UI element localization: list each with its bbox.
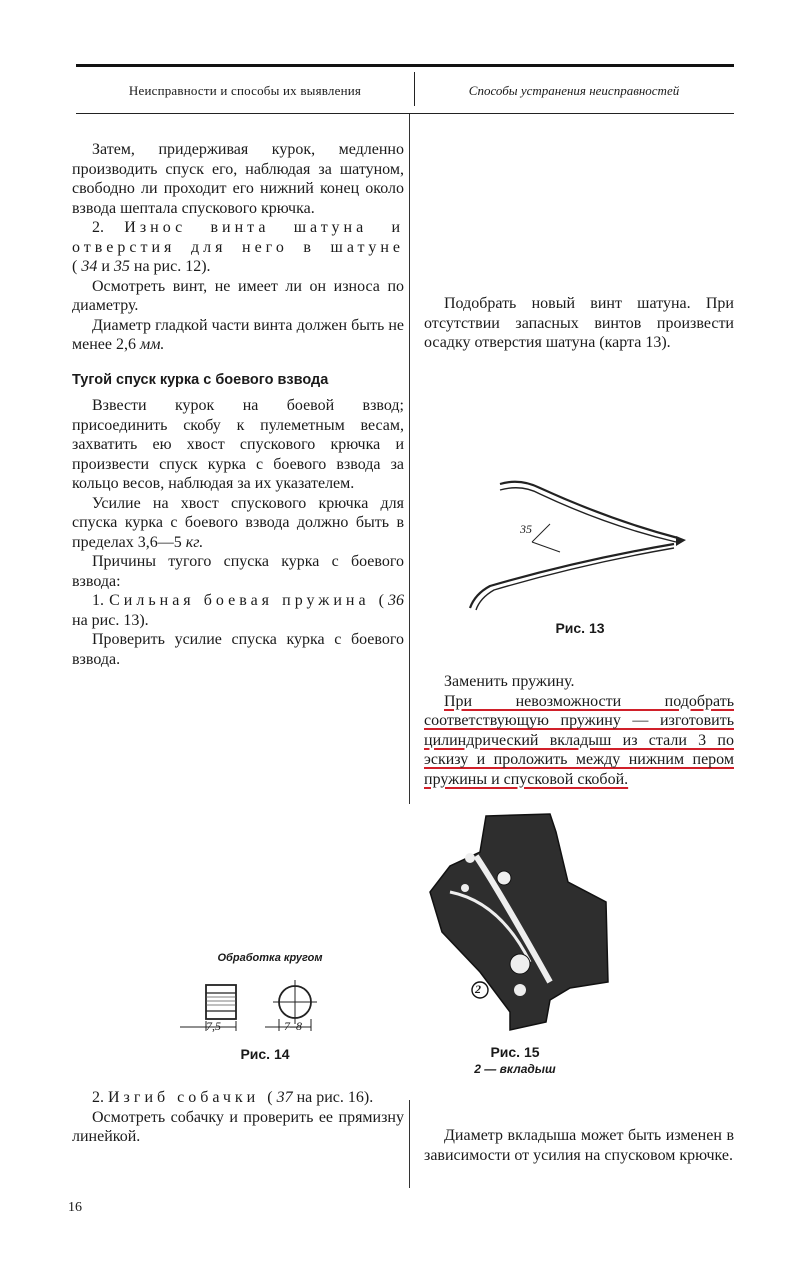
paragraph: Затем, придерживая курок, медленно производить спуск его, наблюдая за шатуном, свободно ли проходит его нижний конец около взвода шептала спускового крючка.	[72, 141, 404, 217]
paragraph: Диаметр гладкой части винта должен быть не менее 2,6 мм.	[72, 316, 404, 353]
fig13-caption: Рис. 13	[555, 620, 605, 636]
paragraph-cause-2: 2. Износ винта шатуна и отверстия для него в шатуне (34 и 35 на рис. 12).	[72, 219, 405, 275]
paragraph: Проверить усилие спуска курка с боевого взвода.	[72, 631, 404, 668]
fig13-label: 35	[520, 522, 532, 536]
section-heading: Тугой спуск курка с боевого взвода	[72, 371, 329, 388]
paragraph: Взвести курок на боевой взвод; присоединить скобу к пулеметным весам, захватить ею хвост спускового крючка и произвести спуск курка с боевого взвода за кольцо весов, наблюдая за их указателем.	[72, 397, 404, 492]
column-divider-lower	[409, 1100, 410, 1188]
right-column-block-3	[424, 1126, 734, 1165]
left-column-upper	[72, 140, 404, 669]
right-column-block-1	[424, 294, 734, 353]
right-column-block-2	[424, 672, 734, 789]
page-number: 16	[68, 1200, 82, 1215]
fig14-drawing	[170, 975, 330, 1035]
header-column-divider	[414, 72, 415, 106]
paragraph: Подобрать новый винт шатуна. При отсутствии запасных винтов произвести осадку отверстия шатуна (карта 13).	[424, 295, 734, 351]
paragraph-cause-2b: 2. Изгиб собачки (37 на рис. 16).	[92, 1089, 374, 1106]
fig14-dim2: 7–8	[284, 1019, 302, 1033]
fig15-drawing	[420, 812, 620, 1042]
fig15-caption: Рис. 15	[490, 1044, 540, 1060]
paragraph: Причины тугого спуска курка с боевого взвода:	[72, 553, 404, 590]
fig14-caption: Рис. 14	[240, 1046, 290, 1062]
paragraph: Заменить пружину.	[444, 673, 575, 690]
header-bottom-rule	[76, 113, 734, 114]
paragraph: Усилие на хвост спускового крючка для спуска курка с боевого взвода должно быть в пределах 3,6—5 кг.	[72, 494, 404, 551]
header-right: Способы устранения неисправностей	[468, 83, 680, 98]
paragraph-cause-1: 1. Сильная боевая пружина (36 на рис. 13).	[72, 592, 405, 629]
header-left: Неисправности и способы их выявления	[128, 83, 362, 98]
fig13-drawing	[460, 470, 700, 620]
fig15-label: 2	[475, 982, 481, 996]
fig14-note: Обработка кругом	[217, 952, 323, 964]
paragraph-underlined: При невозможности подобрать соответствующую пружину — изготовить цилиндрический вкладыш из стали 3 по эскизу и проложить между нижним пером пружины и спусковой скобой.	[424, 692, 734, 788]
column-divider	[409, 114, 410, 804]
paragraph: Осмотреть винт, не имеет ли он износа по диаметру.	[72, 277, 404, 314]
paragraph: Осмотреть собачку и проверить ее прямизну линейкой.	[72, 1108, 404, 1145]
top-rule	[76, 64, 734, 67]
fig14-dim1: 7,5	[206, 1019, 221, 1033]
fig15-legend: 2 — вкладыш	[474, 1062, 556, 1076]
paragraph: Диаметр вкладыша может быть изменен в зависимости от усилия на спусковом крючке.	[424, 1127, 734, 1164]
left-column-lower	[72, 1088, 404, 1147]
